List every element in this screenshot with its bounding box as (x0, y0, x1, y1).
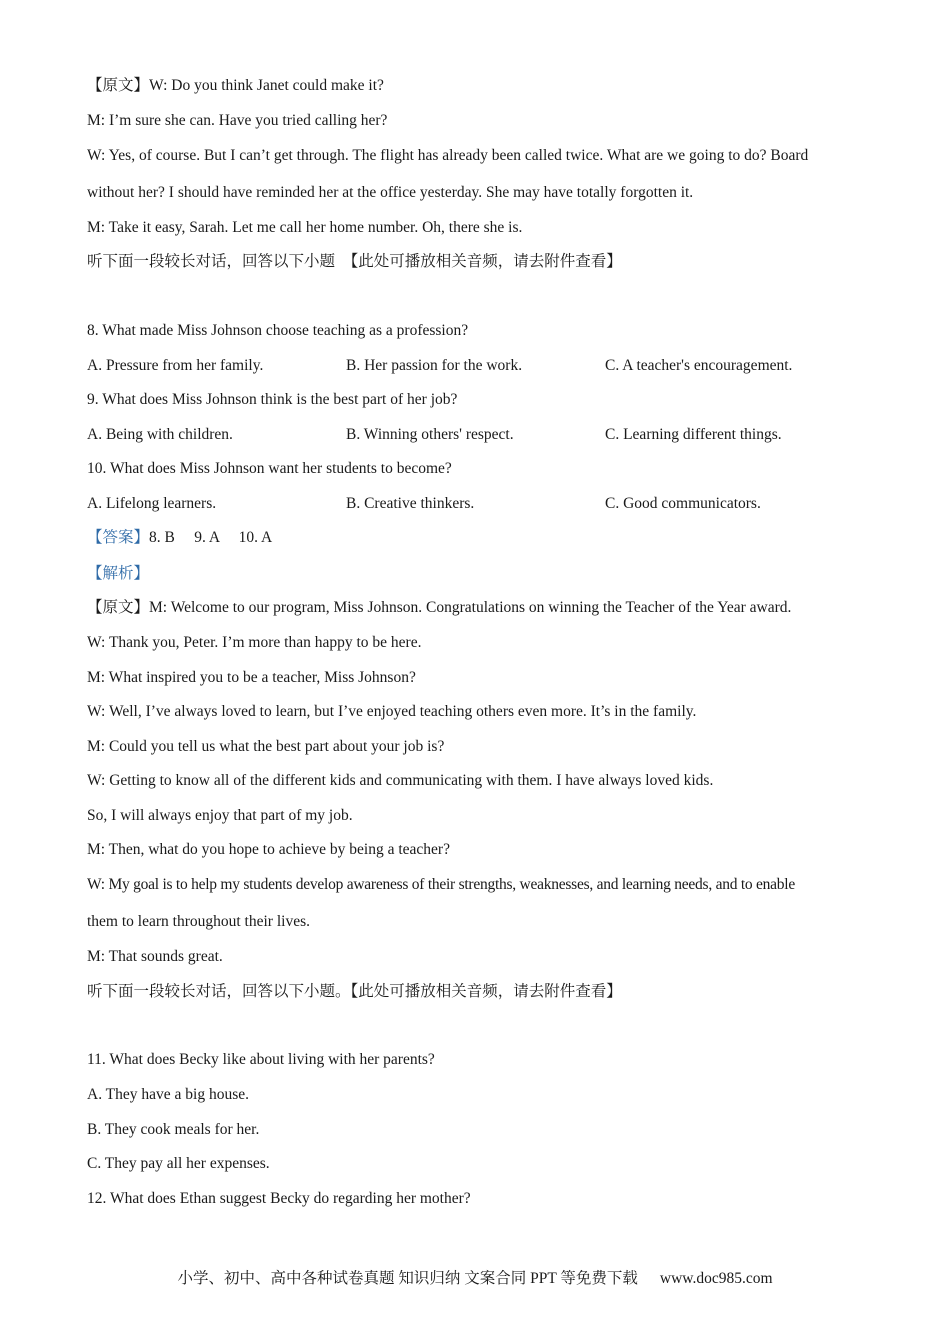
transcript-line: W: Yes, of course. But I can’t get through. The flight has already been called twice. What are we going to do? Board (87, 147, 809, 164)
transcript-line: W: Getting to know all of the different kids and communicating with them. I have always loved kids. (87, 772, 714, 789)
option-b: B. Creative thinkers. (346, 495, 475, 512)
question-text: 9. What does Miss Johnson think is the best part of her job? (87, 391, 458, 408)
option-c: C. Learning different things. (605, 426, 782, 443)
analysis-label: 【解析】 (87, 565, 150, 582)
transcript-line: So, I will always enjoy that part of my job. (87, 807, 353, 824)
transcript-line: W: My goal is to help my students develop awareness of their strengths, weaknesses, and learning needs, and to enable (87, 876, 795, 893)
transcript-line: M: Could you tell us what the best part about your job is? (87, 738, 445, 755)
transcript-line: M: Then, what do you hope to achieve by being a teacher? (87, 841, 450, 858)
option-c: C. They pay all her expenses. (87, 1155, 270, 1172)
transcript-line: 【原文】M: Welcome to our program, Miss Johnson. Congratulations on winning the Teacher of the Year award. (87, 599, 792, 616)
original-text-label: 【原文】 (87, 599, 150, 616)
footer-url[interactable]: www.doc985.com (659, 1270, 773, 1287)
option-b: B. Her passion for the work. (346, 357, 523, 374)
transcript-line: without her? I should have reminded her at the office yesterday. She may have totally forgotten it. (87, 184, 694, 201)
listening-instruction: 听下面一段较长对话，回答以下小题。【此处可播放相关音频，请去附件查看】 (87, 983, 622, 1000)
transcript-line: M: That sounds great. (87, 948, 223, 965)
transcript-line: M: What inspired you to be a teacher, Miss Johnson? (87, 669, 416, 686)
page-footer (0, 1269, 950, 1289)
option-a: A. They have a big house. (87, 1086, 249, 1103)
question-text: 12. What does Ethan suggest Becky do regarding her mother? (87, 1190, 471, 1207)
option-a: A. Lifelong learners. (87, 495, 217, 512)
option-c: C. Good communicators. (605, 495, 761, 512)
listening-instruction: 听下面一段较长对话，回答以下小题 【此处可播放相关音频，请去附件查看】 (87, 253, 622, 270)
original-text-label: 【原文】 (87, 77, 150, 94)
answer-text: 8. B 9. A 10. A (149, 529, 273, 546)
transcript-line: M: Take it easy, Sarah. Let me call her home number. Oh, there she is. (87, 219, 523, 236)
option-c: C. A teacher's encouragement. (605, 357, 793, 374)
option-b: B. Winning others' respect. (346, 426, 514, 443)
option-b: B. They cook meals for her. (87, 1121, 260, 1138)
transcript-line: them to learn throughout their lives. (87, 913, 310, 930)
transcript-line: W: Thank you, Peter. I’m more than happy to be here. (87, 634, 422, 651)
answer-line (87, 528, 272, 548)
question-text: 10. What does Miss Johnson want her students to become? (87, 460, 452, 477)
transcript-line: 【原文】W: Do you think Janet could make it? (87, 77, 384, 94)
question-text: 8. What made Miss Johnson choose teaching as a profession? (87, 322, 469, 339)
option-a: A. Being with children. (87, 426, 233, 443)
answer-label: 【答案】 (87, 529, 150, 546)
option-a: A. Pressure from her family. (87, 357, 264, 374)
question-text: 11. What does Becky like about living with her parents? (87, 1051, 435, 1068)
footer-text: 小学、初中、高中各种试卷真题 知识归纳 文案合同 PPT 等免费下载 (177, 1270, 638, 1287)
transcript-line: M: I’m sure she can. Have you tried calling her? (87, 112, 388, 129)
transcript-line: W: Well, I’ve always loved to learn, but I’ve enjoyed teaching others even more. It’s in the family. (87, 703, 697, 720)
